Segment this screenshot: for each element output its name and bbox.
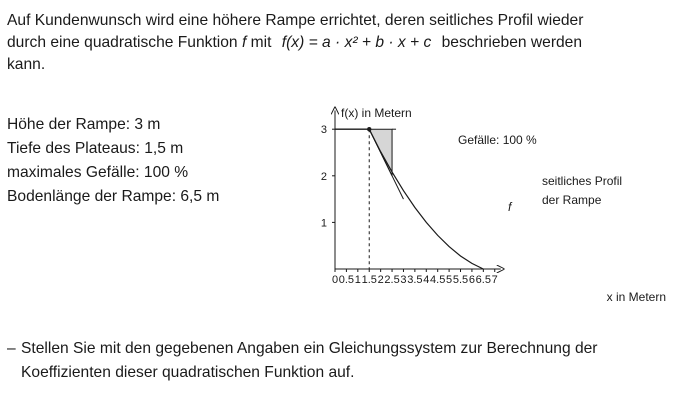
x-tick-label: 5.5	[452, 274, 469, 286]
intro-line-3: kann.	[7, 56, 46, 73]
curve-label: f	[508, 200, 512, 214]
function-formula: f(x) = a · x² + b · x + c	[281, 34, 432, 51]
fact-plateau-depth: Tiefe des Plateaus: 1,5 m	[7, 140, 184, 157]
x-tick-label: 1	[354, 274, 361, 286]
y-tick-label: 3	[320, 124, 327, 137]
task-bullet: –	[7, 340, 16, 357]
fact-ground-length: Bodenlänge der Rampe: 6,5 m	[7, 188, 220, 205]
x-axis-label: x in Metern	[606, 290, 666, 304]
x-tick-label: 6.5	[475, 274, 491, 286]
x-tick-label: 3	[400, 274, 407, 286]
fact-height: Höhe der Rampe: 3 m	[7, 116, 161, 133]
task-text: Stellen Sie mit den gegebenen Angaben ein Gleichungssystem zur Berechnung der Koeffizienten dieser quadratischen Funktion auf.	[21, 340, 598, 381]
x-tick-label: 5	[446, 274, 453, 286]
x-tick-label: 4.5	[430, 274, 446, 286]
x-tick-label: 0	[331, 274, 339, 286]
x-tick-label: 6	[468, 274, 475, 286]
y-axis-label: f(x) in Metern	[341, 106, 412, 120]
intro-line-2	[7, 32, 675, 54]
intro-line-2-post: beschrieben werden	[441, 34, 583, 51]
fact-max-slope: maximales Gefälle: 100 %	[7, 164, 189, 181]
x-tick-label: 4	[423, 274, 430, 286]
x-tick-label: 0.5	[338, 274, 355, 286]
x-tick-label: 2	[377, 274, 384, 286]
x-tick-label: 1.5	[361, 274, 377, 286]
x-tick-label: 3.5	[407, 274, 423, 286]
intro-paragraph	[7, 10, 675, 76]
slope-annotation: Gefälle: 100 %	[458, 133, 537, 147]
y-tick-label: 2	[320, 170, 327, 183]
intro-line-2-pre: durch eine quadratische Funktion	[7, 34, 238, 51]
intro-line-1: Auf Kundenwunsch wird eine höhere Rampe errichtet, deren seitliches Profil wieder	[7, 12, 584, 29]
ramp-profile-chart	[300, 96, 680, 308]
profile-annotation-line-1: seitliches Profil	[542, 174, 623, 188]
task-instruction	[7, 337, 675, 385]
function-name: f	[241, 34, 247, 51]
given-facts	[7, 113, 219, 209]
x-tick-label: 7	[491, 274, 498, 286]
plateau-end-point	[367, 127, 371, 131]
x-tick-label: 2.5	[384, 274, 400, 286]
intro-line-2-mid: mit	[250, 34, 272, 51]
profile-annotation-line-2: der Rampe	[542, 193, 602, 207]
y-tick-label: 1	[320, 217, 327, 230]
